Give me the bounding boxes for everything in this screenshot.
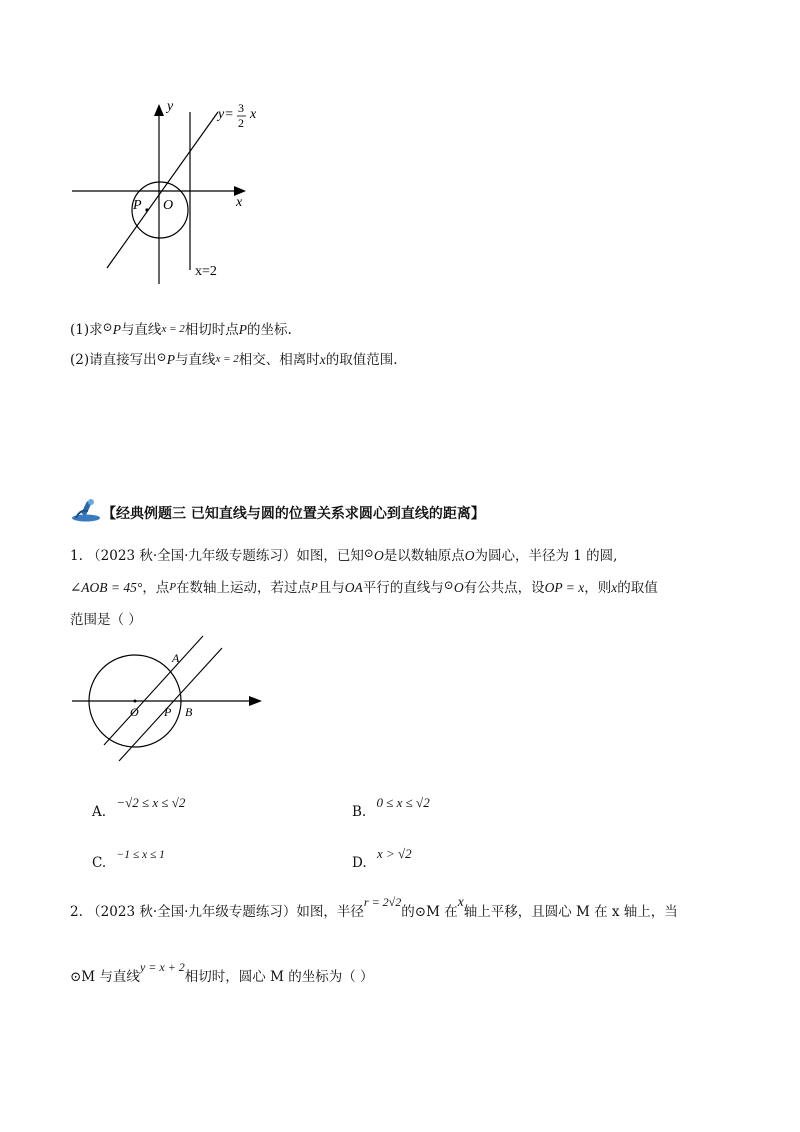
q2-mid: 与直线 [174, 352, 216, 368]
circle-symbol: ⊙ [156, 350, 167, 364]
circle-symbol: ⊙ [102, 320, 113, 334]
option-a-label: A. [92, 804, 107, 820]
problem-2-line-1 [70, 894, 678, 920]
q2-suffix-a: 相交、相离时 [238, 352, 320, 368]
p2-eq: y = x + 2 [139, 960, 185, 974]
p1-oa: OA [344, 580, 363, 595]
microscope-icon [70, 497, 102, 523]
figure-1-coordinate-plot [60, 90, 280, 290]
vline-label: x=2 [195, 264, 217, 279]
number-line-arrow [249, 696, 262, 706]
line-label-numerator: 3 [238, 101, 244, 115]
line-oa [104, 636, 203, 745]
q1-p2: P [238, 322, 247, 337]
option-a-expr: −√2 ≤ x ≤ √2 [116, 795, 186, 810]
p2-l1-b: 的⊙M 在 [401, 904, 458, 920]
p2-r: r = 2√2 [363, 895, 402, 909]
line-label-x: x [250, 107, 257, 122]
x-axis-label: x [236, 195, 243, 210]
p2-l2-a: ⊙M 与直线 [70, 969, 140, 985]
p1-l1-a: 1. （2023 秋·全国·九年级专题练习）如图，已知 [70, 548, 364, 564]
question-2 [70, 348, 398, 368]
q2-x: x [319, 352, 326, 367]
option-b-label: B. [352, 804, 367, 820]
option-b[interactable] [352, 795, 430, 820]
point-p-label: P [133, 198, 142, 213]
p1-l2-f: ，则 [584, 580, 612, 596]
q1-suffix-b: 的坐标. [247, 322, 292, 338]
y-axis-arrow [154, 104, 164, 116]
p1-l2-g: 的取值 [617, 580, 658, 596]
p1-x: x [611, 580, 618, 595]
figure-2-circle-number-line [60, 615, 280, 765]
p1-p2: P [311, 581, 318, 593]
p1-l1-b: 是以数轴原点 [383, 548, 465, 564]
option-d[interactable] [352, 846, 412, 871]
point-o-label: O [163, 198, 174, 213]
label-a: A [172, 651, 180, 665]
problem-2-line-2 [70, 960, 374, 985]
p1-o3: O [453, 580, 464, 595]
option-a[interactable] [92, 795, 186, 820]
point-o-dot [134, 700, 137, 703]
option-d-label: D. [352, 855, 367, 871]
label-b: B [185, 705, 193, 719]
q1-eq: x = 2 [161, 323, 185, 335]
p1-p: P [169, 581, 177, 593]
problem-1-line-3: 范围是（ ） [70, 612, 142, 628]
q2-eq: x = 2 [215, 353, 239, 365]
option-b-expr: 0 ≤ x ≤ √2 [376, 795, 430, 810]
line-label-denominator: 2 [238, 116, 244, 130]
q1-mid: 与直线 [120, 322, 162, 338]
p1-o: O [373, 548, 384, 563]
circle-symbol: ⊙ [443, 578, 454, 592]
p2-l1-a: 2. （2023 秋·全国·九年级专题练习）如图，半径 [70, 904, 364, 920]
p1-l2-c: 且与 [317, 580, 345, 596]
p1-l2-b: 在数轴上运动，若过点 [176, 580, 312, 596]
label-o: O [130, 705, 139, 719]
circle-symbol: ⊙ [363, 546, 374, 560]
q2-prefix: (2)请直接写出 [70, 352, 157, 368]
point-p-dot [145, 208, 148, 211]
option-c-expr: −1 ≤ x ≤ 1 [116, 849, 165, 861]
p1-l2-a: ，点 [142, 580, 170, 596]
problem-1-line-2 [70, 576, 658, 596]
y-axis-label: y [167, 99, 174, 114]
p1-l2-d: 平行的直线与 [362, 580, 444, 596]
q2-p: P [166, 352, 175, 367]
q1-p: P [112, 322, 121, 337]
p2-x: x [457, 894, 464, 909]
q1-suffix-a: 相切时点 [184, 322, 239, 338]
line-y-equals-three-halves-x [107, 112, 218, 268]
question-1 [70, 318, 292, 338]
problem-1-line-1 [70, 544, 617, 564]
q2-suffix-b: 的取值范围. [325, 352, 398, 368]
p2-l1-c: 轴上平移，且圆心 M 在 x 轴上，当 [463, 904, 678, 920]
p1-l1-c: 为圆心，半径为 1 的圆, [474, 548, 618, 564]
p1-o2: O [464, 548, 475, 563]
option-c[interactable] [92, 846, 165, 871]
option-d-expr: x > √2 [376, 846, 412, 861]
p2-l2-b: 相切时，圆心 M 的坐标为（ ） [184, 969, 374, 985]
line-label-y: y= [218, 107, 234, 122]
label-p: P [164, 705, 172, 719]
q1-prefix: (1)求 [70, 322, 103, 338]
p1-l2-e: 有公共点，设 [463, 580, 545, 596]
option-c-label: C. [92, 855, 107, 871]
p1-angle: ∠AOB = 45° [70, 580, 143, 595]
section-heading: 【经典例题三 已知直线与圆的位置关系求圆心到直线的距离】 [102, 506, 485, 522]
p1-op: OP = x [544, 580, 585, 595]
